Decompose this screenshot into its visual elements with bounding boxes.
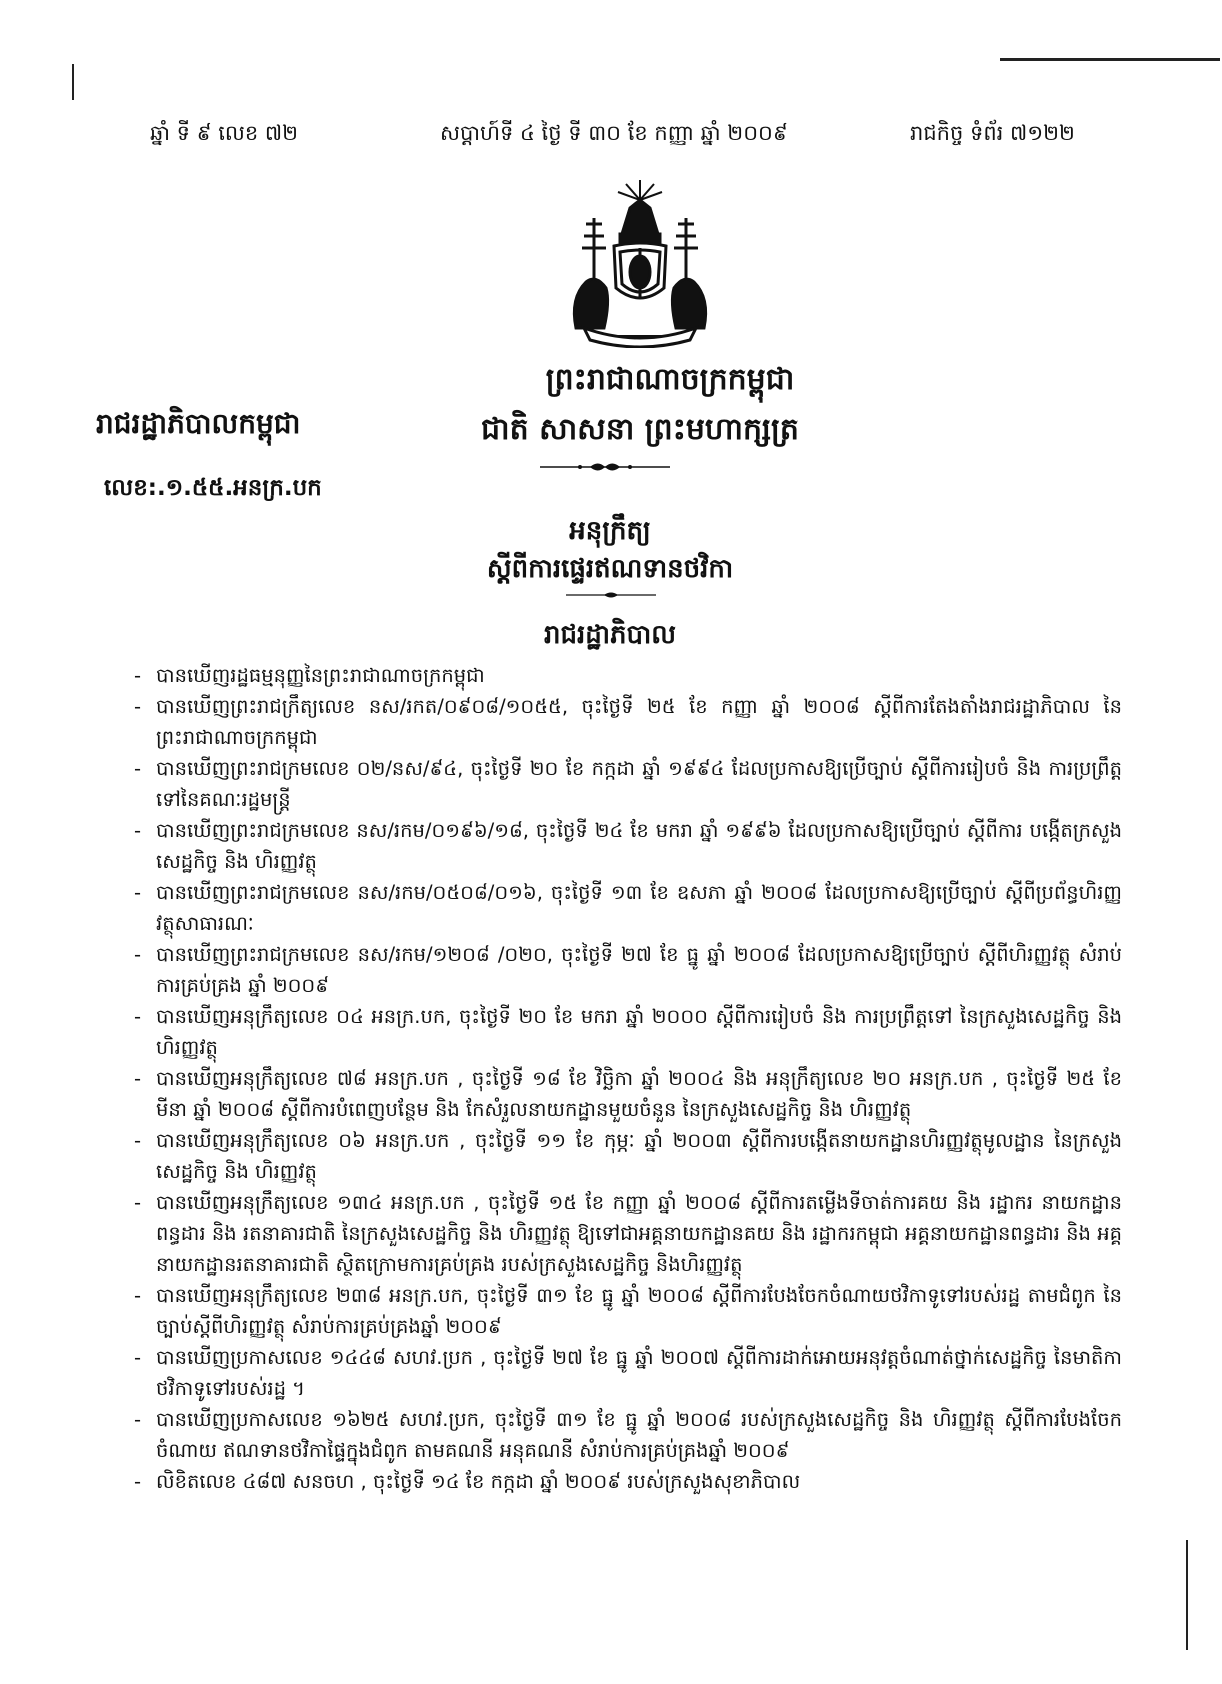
ornament-divider-icon: [540, 460, 670, 474]
recital-item: - បានឃើញព្រះរាជក្រឹត្យលេខ នស/រកត/០៩០៨/១០៥៥, ចុះថ្ងៃទី ២៥ ខែ កញ្ញា ឆ្នាំ ២០០៨ ស្តីពីការតែងតាំងរាជរដ្ឋាភិបាល នៃ ព្រះរាជាណាចក្រកម្ពុជា: [132, 691, 1122, 753]
recital-item: - បានឃើញអនុក្រឹត្យលេខ ០៤ អនក្រ.បក, ចុះថ្ងៃទី ២០ ខែ មករា ឆ្នាំ ២០០០ ស្តីពីការរៀបចំ និង ការប្រព្រឹត្តទៅ នៃក្រសួងសេដ្ឋកិច្ច និង ហិរញ្ញវត្ថុ: [132, 1001, 1122, 1063]
government-name: រាជរដ្ឋាភិបាលកម្ពុជា: [96, 407, 301, 440]
recital-item: - បានឃើញអនុក្រឹត្យលេខ ០៦ អនក្រ.បក , ចុះថ្ងៃទី ១១ ខែ កុម្ភៈ ឆ្នាំ ២០០៣ ស្តីពីការបង្កើតនាយកដ្ឋានហិរញ្ញវត្ថុមូលដ្ឋាន នៃក្រសួងសេដ្ឋកិច្ច និង ហិរញ្ញវត្ថុ: [132, 1125, 1122, 1187]
national-motto: ជាតិ សាសនា ព្រះមហាក្សត្រ: [481, 412, 799, 447]
recital-item: - បានឃើញព្រះរាជក្រមលេខ នស/រកម/១២០៨ /០២០, ចុះថ្ងៃទី ២៧ ខែ ធ្នូ ឆ្នាំ ២០០៨ ដែលប្រកាសឱ្យប្រើច្បាប់ ស្តីពីហិរញ្ញវត្ថុ សំរាប់ការគ្រប់គ្រង ឆ្នាំ ២០០៩: [132, 939, 1122, 1001]
recital-item: - បានឃើញរដ្ឋធម្មនុញ្ញនៃព្រះរាជាណាចក្រកម្ពុជា: [132, 660, 1122, 691]
scan-artifact-line-top: [1000, 58, 1220, 61]
issue-date: សប្តាហ៍ទី ៤ ថ្ងៃ ទី ៣០ ខែ កញ្ញា ឆ្នាំ ២០០៩: [440, 121, 788, 145]
gazette-header: [150, 120, 1090, 154]
kingdom-title: ព្រះរាជាណាចក្រកម្ពុជា: [545, 362, 795, 397]
document-type-title: អនុក្រឹត្យ: [569, 516, 651, 546]
scan-artifact-line-right: [1186, 1540, 1188, 1650]
document-subject-title: ស្តីពីការផ្ទេរឥណទានថវិកា: [486, 554, 734, 584]
recital-item: - បានឃើញព្រះរាជក្រមលេខ នស/រកម/០១៩៦/១៨, ចុះថ្ងៃទី ២៤ ខែ មករា ឆ្នាំ ១៩៩៦ ដែលប្រកាសឱ្យប្រើច្បាប់ ស្តីពីការ បង្កើតក្រសួងសេដ្ឋកិច្ច និង ហិរញ្ញវត្ថុ: [132, 815, 1122, 877]
recital-item: - បានឃើញប្រកាសលេខ ១៦២៥ សហវ.ប្រក, ចុះថ្ងៃទី ៣១ ខែ ធ្នូ ឆ្នាំ ២០០៨ របស់ក្រសួងសេដ្ឋកិច្ច និង ហិរញ្ញវត្ថុ ស្តីពីការបែងចែកចំណាយ ឥណទានថវិកាផ្ទៃក្នុងជំពូក តាមគណនី អនុគណនី សំរាប់ការគ្រប់គ្រងឆ្នាំ ២០០៩: [132, 1404, 1122, 1466]
recital-item: - បានឃើញអនុក្រឹត្យលេខ ៧៨ អនក្រ.បក , ចុះថ្ងៃទី ១៨ ខែ វិច្ឆិកា ឆ្នាំ ២០០៤ និង អនុក្រឹត្យលេខ ២០ អនក្រ.បក , ចុះថ្ងៃទី ២៥ ខែ មីនា ឆ្នាំ ២០០៨ ស្តីពីការបំពេញបន្ថែម និង កែសំរួលនាយកដ្ឋានមួយចំនួន នៃក្រសួងសេដ្ឋកិច្ច និង ហិរញ្ញវត្ថុ: [132, 1063, 1122, 1125]
recital-item: - បានឃើញអនុក្រឹត្យលេខ ១៣៤ អនក្រ.បក , ចុះថ្ងៃទី ១៥ ខែ កញ្ញា ឆ្នាំ ២០០៨ ស្តីពីការតម្លើងទីចាត់ការគយ និង រដ្ឋាករ នាយកដ្ឋានពន្ធដារ និង រតនាគារជាតិ នៃក្រសួងសេដ្ឋកិច្ច និង ហិរញ្ញវត្ថុ ឱ្យទៅជាអគ្គនាយកដ្ឋានគយ និង រដ្ឋាករកម្ពុជា អគ្គនាយកដ្ឋានពន្ធដារ និង អគ្គនាយកដ្ឋានរតនាគារជាតិ ស្ថិតក្រោមការគ្រប់គ្រង របស់ក្រសួងសេដ្ឋកិច្ច និងហិរញ្ញវត្ថុ: [132, 1187, 1122, 1280]
recital-list: [132, 660, 1122, 1497]
recital-item: - បានឃើញព្រះរាជក្រមលេខ នស/រកម/០៥០៨/០១៦, ចុះថ្ងៃទី ១៣ ខែ ឧសភា ឆ្នាំ ២០០៨ ដែលប្រកាសឱ្យប្រើច្បាប់ ស្តីពីប្រព័ន្ធហិរញ្ញវត្ថុសាធារណៈ: [132, 877, 1122, 939]
recital-item: - លិខិតលេខ ៤៨៧ សនចហ , ចុះថ្ងៃទី ១៤ ខែ កក្កដា ឆ្នាំ ២០០៩ របស់ក្រសួងសុខាភិបាល: [132, 1466, 1122, 1497]
recital-item: - បានឃើញអនុក្រឹត្យលេខ ២៣៨ អនក្រ.បក, ចុះថ្ងៃទី ៣១ ខែ ធ្នូ ឆ្នាំ ២០០៨ ស្តីពីការបែងចែកចំណាយថវិកាទូទៅរបស់រដ្ឋ តាមជំពូក នៃច្បាប់ស្តីពីហិរញ្ញវត្ថុ សំរាប់ការគ្រប់គ្រងឆ្នាំ ២០០៩: [132, 1280, 1122, 1342]
section-heading: រាជរដ្ឋាភិបាល: [543, 620, 677, 650]
royal-coat-of-arms-icon: [560, 178, 720, 348]
reference-number: លេខ:.១.៥៥.អនក្រ.បក: [104, 475, 322, 501]
year-issue: ឆ្នាំ ទី ៩ លេខ ៧២: [150, 121, 299, 145]
recital-item: - បានឃើញព្រះរាជក្រមលេខ ០២/នស/៩៤, ចុះថ្ងៃទី ២០ ខែ កក្កដា ឆ្នាំ ១៩៩៤ ដែលប្រកាសឱ្យប្រើច្បាប់ ស្តីពីការរៀបចំ និង ការប្រព្រឹត្តទៅនៃគណៈរដ្ឋមន្ត្រី: [132, 753, 1122, 815]
scan-artifact-line-left: [72, 64, 74, 100]
recital-item: - បានឃើញប្រកាសលេខ ១៤៤៨ សហវ.ប្រក , ចុះថ្ងៃទី ២៧ ខែ ធ្នូ ឆ្នាំ ២០០៧ ស្តីពីការដាក់អោយអនុវត្តចំណាត់ថ្នាក់សេដ្ឋកិច្ច នៃមាតិកាថវិកាទូទៅរបស់រដ្ឋ ។: [132, 1342, 1122, 1404]
ornament-divider-small-icon: [566, 590, 656, 600]
gazette-page: រាជកិច្ច ទំព័រ ៧១២២: [910, 121, 1075, 145]
